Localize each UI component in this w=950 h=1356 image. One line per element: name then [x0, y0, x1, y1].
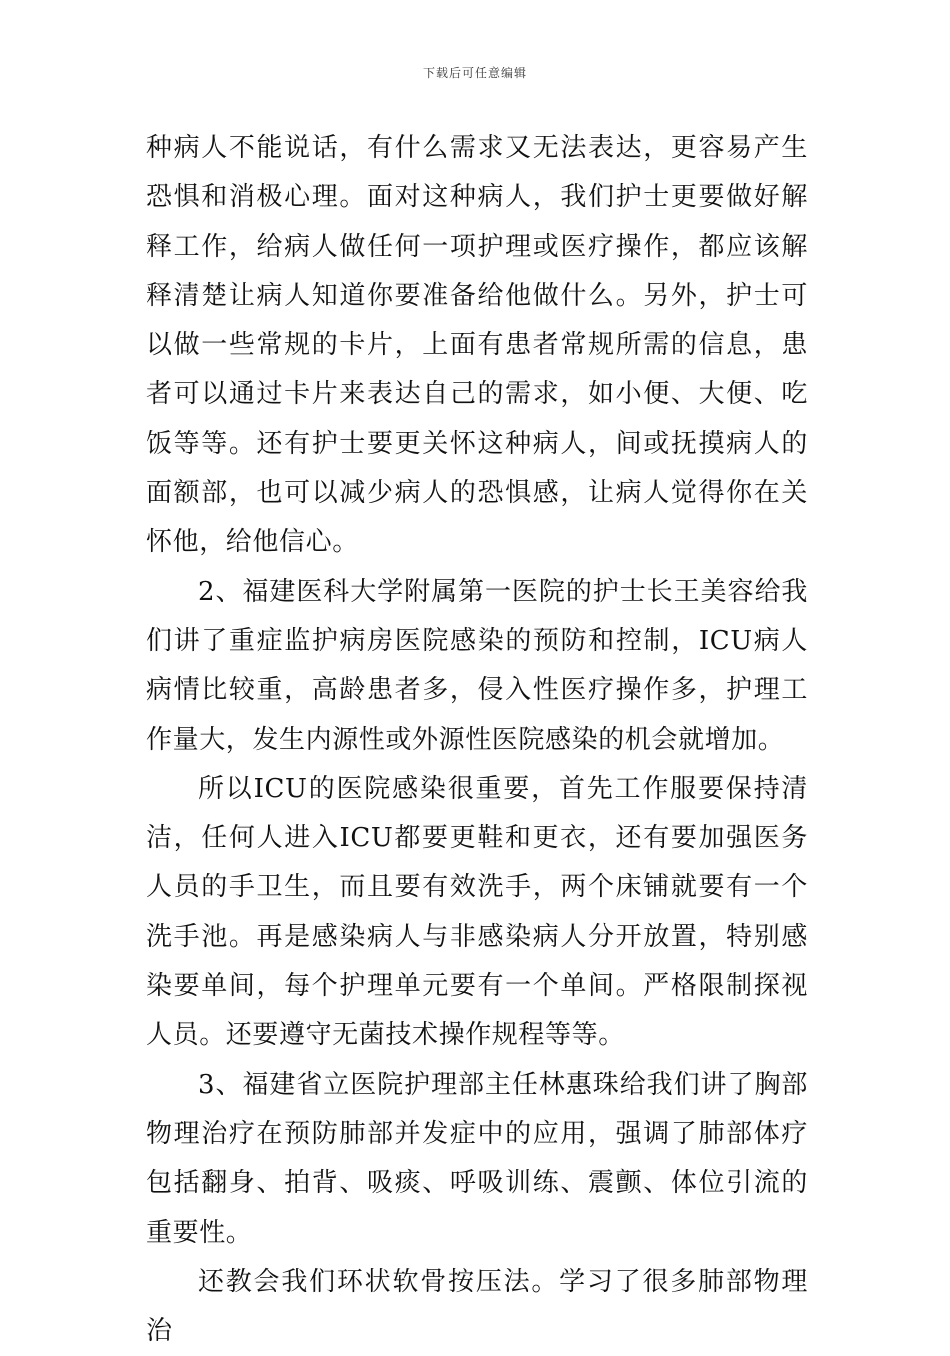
- paragraph-2: 2、福建医科大学附属第一医院的护士长王美容给我们讲了重症监护病房医院感染的预防和控制，ICU病人病情比较重，高龄患者多，侵入性医疗操作多，护理工作量大，发生内源性或外源性医院感染的机会就增加。: [146, 576, 808, 755]
- paragraph-1: 种病人不能说话，有什么需求又无法表达，更容易产生恐惧和消极心理。面对这种病人，我们护士更要做好解释工作，给病人做任何一项护理或医疗操作，都应该解释清楚让病人知道你要准备给他做什么。另外，护士可以做一些常规的卡片，上面有患者常规所需的信息，患者可以通过卡片来表达自己的需求，如小便、大便、吃饭等等。还有护士要更关怀这种病人，间或抚摸病人的面额部，也可以减少病人的恐惧感，让病人觉得你在关怀他，给他信心。: [146, 133, 808, 558]
- paragraph-3: 所以ICU的医院感染很重要，首先工作服要保持清洁，任何人进入ICU都要更鞋和更衣，还有要加强医务人员的手卫生，而且要有效洗手，两个床铺就要有一个洗手池。再是感染病人与非感染病人分开放置，特别感染要单间，每个护理单元要有一个单间。严格限制探视人员。还要遵守无菌技术操作规程等等。: [146, 773, 808, 1051]
- paragraph-4: 3、福建省立医院护理部主任林惠珠给我们讲了胸部物理治疗在预防肺部并发症中的应用，强调了肺部体疗包括翻身、拍背、吸痰、呼吸训练、震颤、体位引流的重要性。: [146, 1069, 808, 1248]
- paragraph-5: 还教会我们环状软骨按压法。学习了很多肺部物理治: [146, 1266, 808, 1347]
- header-note: 下载后可任意编辑: [422, 66, 527, 80]
- document-body: [146, 124, 808, 1356]
